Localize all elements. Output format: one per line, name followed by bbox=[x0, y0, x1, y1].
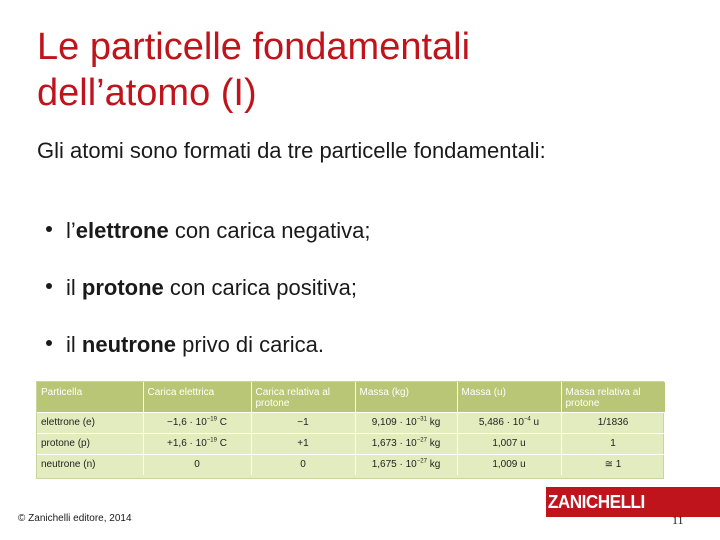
bullet-bold-term: neutrone bbox=[81, 332, 177, 357]
cell-mass-u: $5,486 \cdot 10^{-4}$ u bbox=[457, 413, 561, 434]
bullet-bold-term: protone bbox=[81, 275, 164, 300]
cell-charge: 0 bbox=[143, 455, 251, 476]
title-line-1: Le particelle fondamentali bbox=[37, 26, 471, 68]
cell-mass-kg: $1,673 \cdot 10^{-27}$ kg bbox=[355, 434, 457, 455]
bullet-list bbox=[46, 218, 686, 389]
bullet-suffix: privo di carica. bbox=[176, 332, 324, 357]
bullet-dot-icon bbox=[46, 283, 52, 289]
cell-relative-mass: 1/1836 bbox=[561, 413, 665, 434]
table-row bbox=[37, 434, 665, 455]
bullet-dot-icon bbox=[46, 226, 52, 232]
bullet-dot-icon bbox=[46, 340, 52, 346]
bullet-item-electron bbox=[46, 218, 686, 244]
header-mass-kg: Massa (kg) bbox=[355, 382, 457, 413]
bullet-suffix: con carica negativa; bbox=[168, 218, 371, 243]
cell-relative-mass: 1 bbox=[561, 434, 665, 455]
cell-particle: elettrone (e) bbox=[37, 413, 143, 434]
header-relative-charge: Carica relativa al protone bbox=[251, 382, 355, 413]
bullet-prefix: l’ bbox=[66, 218, 76, 243]
cell-relative-charge: +1 bbox=[251, 434, 355, 455]
particles-table-container bbox=[36, 381, 664, 479]
table-row bbox=[37, 455, 665, 476]
cell-relative-mass: ≅ 1 bbox=[561, 455, 665, 476]
bullet-item-proton bbox=[46, 275, 686, 301]
bullet-suffix: con carica positiva; bbox=[163, 275, 357, 300]
cell-mass-u: 1,009 u bbox=[457, 455, 561, 476]
table-header-row bbox=[37, 382, 665, 413]
header-charge: Carica elettrica bbox=[143, 382, 251, 413]
cell-relative-charge: 0 bbox=[251, 455, 355, 476]
logo-band bbox=[656, 487, 720, 517]
header-mass-u: Massa (u) bbox=[457, 382, 561, 413]
cell-charge: $+1,6 \cdot 10^{-19}$ C bbox=[143, 434, 251, 455]
bullet-prefix: il bbox=[66, 275, 82, 300]
bullet-item-neutron bbox=[46, 332, 686, 358]
cell-mass-kg: $9,109 \cdot 10^{-31}$ kg bbox=[355, 413, 457, 434]
title-line-2: dell’atomo (I) bbox=[37, 72, 257, 114]
cell-relative-charge: −1 bbox=[251, 413, 355, 434]
copyright-text: © Zanichelli editore, 2014 bbox=[18, 513, 132, 524]
cell-mass-u: 1,007 u bbox=[457, 434, 561, 455]
logo-text: ZANICHELLI bbox=[547, 492, 645, 512]
cell-particle: protone (p) bbox=[37, 434, 143, 455]
table-row bbox=[37, 413, 665, 434]
zanichelli-logo bbox=[546, 487, 720, 517]
slide-title bbox=[37, 24, 677, 116]
header-particle: Particella bbox=[37, 382, 143, 413]
particles-table bbox=[37, 382, 666, 475]
intro-text: Gli atomi sono formati da tre particelle fondamentali: bbox=[37, 138, 546, 163]
page-number: 11 bbox=[672, 513, 684, 527]
cell-mass-kg: $1,675 \cdot 10^{-27}$ kg bbox=[355, 455, 457, 476]
cell-particle: neutrone (n) bbox=[37, 455, 143, 476]
bullet-prefix: il bbox=[66, 332, 82, 357]
header-relative-mass: Massa relativa al protone bbox=[561, 382, 665, 413]
cell-charge: $-1,6 \cdot 10^{-19}$ C bbox=[143, 413, 251, 434]
bullet-bold-term: elettrone bbox=[75, 218, 169, 243]
